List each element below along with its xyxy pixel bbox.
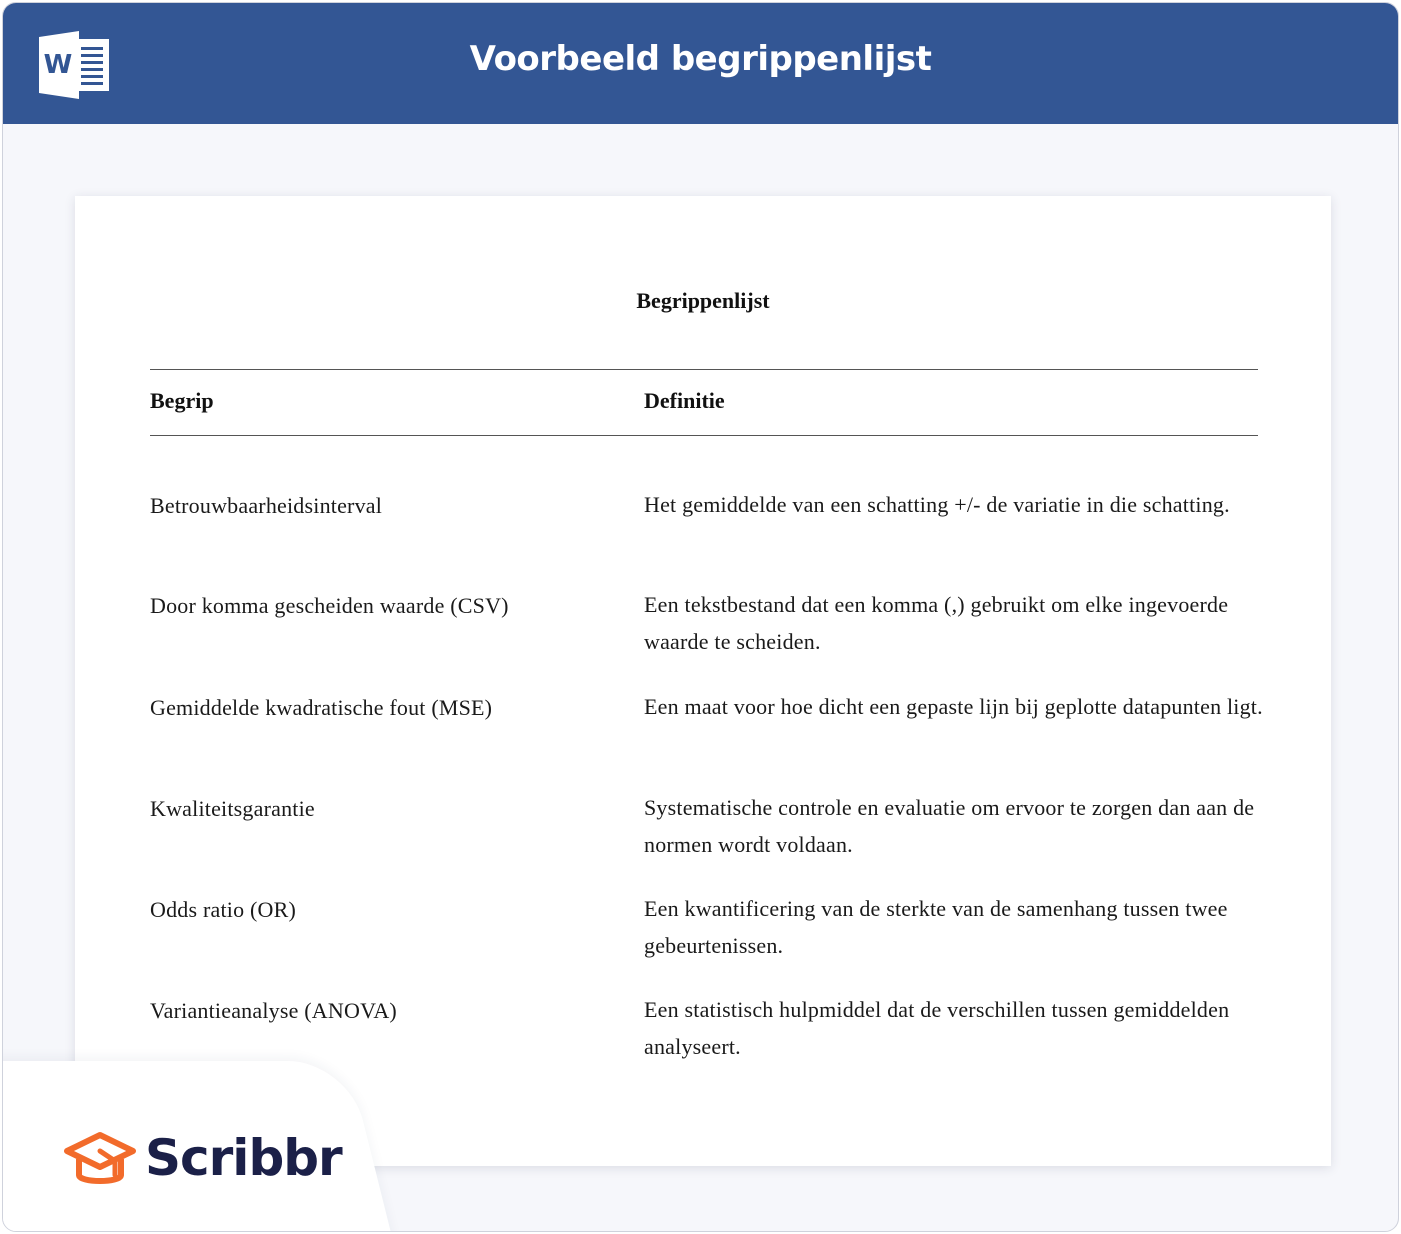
term-cell: Gemiddelde kwadratische fout (MSE): [150, 695, 493, 720]
term-cell: Kwaliteitsgarantie: [150, 796, 315, 821]
column-header-definition: Definitie: [644, 388, 725, 413]
table-top-rule: [150, 369, 1258, 370]
definition-cell: Een maat voor hoe dicht een gepaste lijn bij geplotte datapunten ligt.: [644, 694, 1263, 719]
definition-cell: Een tekstbestand dat een komma (,) gebruikt om elke ingevoerde waarde te scheiden.: [644, 592, 1229, 654]
term-cell: Variantieanalyse (ANOVA): [150, 998, 397, 1023]
definition-cell: Een statistisch hulpmiddel dat de verschillen tussen gemiddelden analyseert.: [644, 997, 1230, 1059]
graduation-cap-icon: [63, 1131, 137, 1193]
brand-name: Scribbr: [145, 1129, 342, 1187]
table-row: [75, 593, 1331, 693]
table-row: [75, 796, 1331, 896]
document-title: Begrippenlijst: [636, 288, 770, 313]
table-header-rule: [150, 435, 1258, 436]
document-page: [75, 196, 1331, 1166]
infographic-frame: [2, 2, 1399, 1232]
table-row: [75, 897, 1331, 997]
term-cell: Door komma gescheiden waarde (CSV): [150, 593, 509, 618]
table-row: [75, 493, 1331, 593]
svg-text:W: W: [43, 50, 73, 80]
definition-cell: Een kwantificering van de sterkte van de samenhang tussen twee gebeurtenissen.: [644, 896, 1228, 958]
term-cell: Betrouwbaarheidsinterval: [150, 493, 383, 518]
term-cell: Odds ratio (OR): [150, 897, 296, 922]
header-bar: [3, 3, 1398, 124]
column-header-term: Begrip: [150, 388, 214, 413]
page-title: Voorbeeld begrippenlijst: [469, 39, 932, 79]
table-row: [75, 695, 1331, 795]
definition-cell: Het gemiddelde van een schatting +/- de variatie in die schatting.: [644, 492, 1230, 517]
definition-cell: Systematische controle en evaluatie om ervoor te zorgen dan aan de normen wordt voldaan.: [644, 795, 1255, 857]
